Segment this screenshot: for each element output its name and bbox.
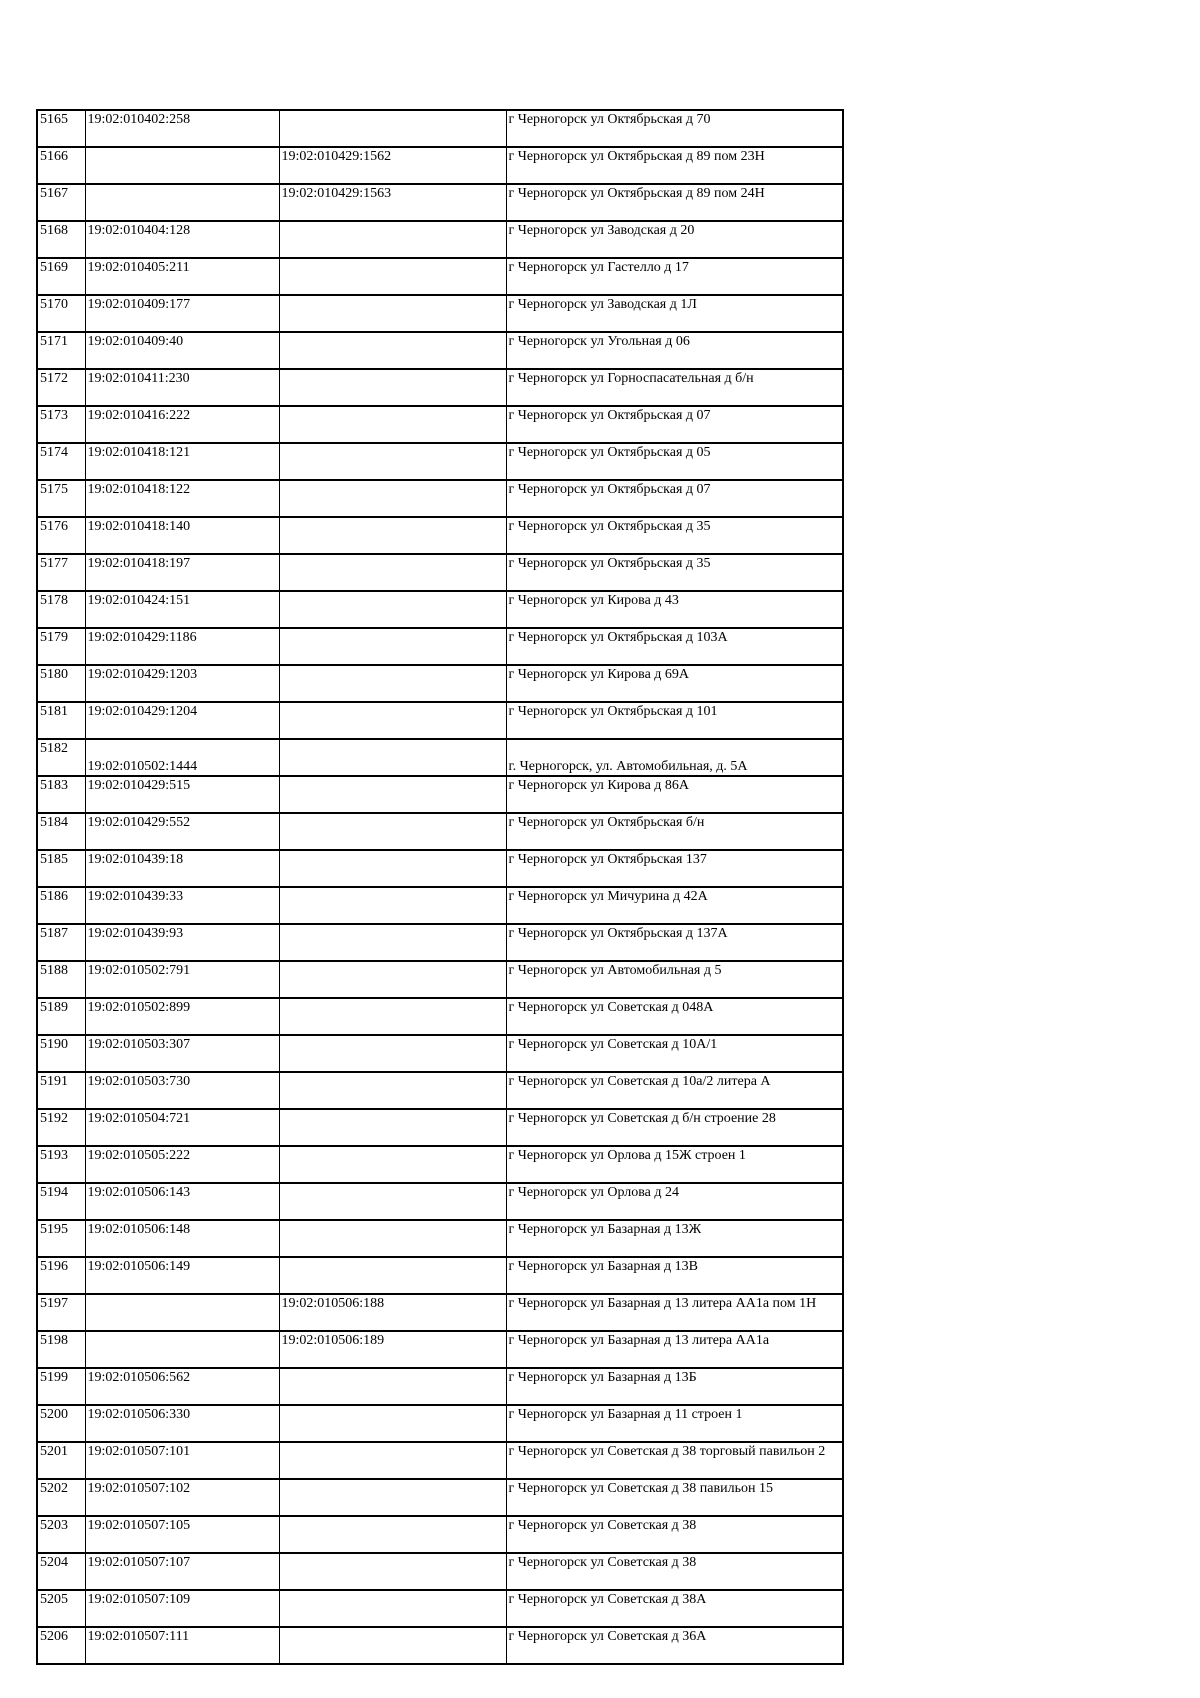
table-row <box>37 1220 843 1257</box>
row-number-cell: 5178 <box>37 591 85 628</box>
row-number-cell: 5179 <box>37 628 85 665</box>
row-number-cell: 5189 <box>37 998 85 1035</box>
address-cell: г Черногорск ул Советская д б/н строение 28 <box>506 1109 843 1146</box>
table-row <box>37 406 843 443</box>
address-cell: г Черногорск ул Базарная д 11 строен 1 <box>506 1405 843 1442</box>
table-row <box>37 813 843 850</box>
table-row <box>37 628 843 665</box>
row-number-cell: 5185 <box>37 850 85 887</box>
row-number-cell: 5186 <box>37 887 85 924</box>
row-number-cell: 5195 <box>37 1220 85 1257</box>
room-cadastral-number-cell <box>279 776 506 813</box>
room-cadastral-number-cell <box>279 1590 506 1627</box>
address-cell: г Черногорск ул Октябрьская д 07 <box>506 480 843 517</box>
row-number-cell: 5203 <box>37 1516 85 1553</box>
registry-table <box>36 109 844 1665</box>
cadastral-number-cell: 19:02:010506:143 <box>85 1183 279 1220</box>
table-row <box>37 776 843 813</box>
cadastral-number-cell: 19:02:010409:40 <box>85 332 279 369</box>
address-cell: г Черногорск ул Октябрьская д 05 <box>506 443 843 480</box>
room-cadastral-number-cell <box>279 258 506 295</box>
cadastral-number-cell: 19:02:010503:730 <box>85 1072 279 1109</box>
table-row <box>37 739 843 776</box>
address-cell: г Черногорск ул Октябрьская д 07 <box>506 406 843 443</box>
cadastral-number-cell: 19:02:010416:222 <box>85 406 279 443</box>
room-cadastral-number-cell <box>279 1442 506 1479</box>
row-number-cell: 5205 <box>37 1590 85 1627</box>
table-row <box>37 1442 843 1479</box>
address-cell: г Черногорск ул Советская д 048А <box>506 998 843 1035</box>
cadastral-number-cell: 19:02:010502:791 <box>85 961 279 998</box>
row-number-cell: 5204 <box>37 1553 85 1590</box>
table-row <box>37 184 843 221</box>
table-row <box>37 221 843 258</box>
room-cadastral-number-cell <box>279 332 506 369</box>
cadastral-number-cell: 19:02:010506:330 <box>85 1405 279 1442</box>
row-number-cell: 5187 <box>37 924 85 961</box>
row-number-cell: 5200 <box>37 1405 85 1442</box>
cadastral-number-cell: 19:02:010507:111 <box>85 1627 279 1664</box>
cadastral-number-cell: 19:02:010404:128 <box>85 221 279 258</box>
row-number-cell: 5194 <box>37 1183 85 1220</box>
table-row <box>37 1294 843 1331</box>
room-cadastral-number-cell <box>279 628 506 665</box>
cadastral-number-cell: 19:02:010507:101 <box>85 1442 279 1479</box>
cadastral-number-cell: 19:02:010503:307 <box>85 1035 279 1072</box>
table-row <box>37 554 843 591</box>
cadastral-number-cell: 19:02:010429:552 <box>85 813 279 850</box>
table-row <box>37 295 843 332</box>
table-row <box>37 480 843 517</box>
cadastral-number-cell: 19:02:010429:1204 <box>85 702 279 739</box>
address-cell: г Черногорск ул Октябрьская д 103А <box>506 628 843 665</box>
table-row <box>37 517 843 554</box>
room-cadastral-number-cell <box>279 1516 506 1553</box>
row-number-cell: 5198 <box>37 1331 85 1368</box>
cadastral-number-cell: 19:02:010502:1444 <box>85 739 279 776</box>
row-number-cell: 5182 <box>37 739 85 776</box>
address-cell: г Черногорск ул Кирова д 86А <box>506 776 843 813</box>
row-number-cell: 5170 <box>37 295 85 332</box>
row-number-cell: 5206 <box>37 1627 85 1664</box>
table-row <box>37 702 843 739</box>
row-number-cell: 5190 <box>37 1035 85 1072</box>
table-row <box>37 961 843 998</box>
address-cell: г. Черногорск, ул. Автомобильная, д. 5А <box>506 739 843 776</box>
cadastral-number-cell <box>85 1331 279 1368</box>
room-cadastral-number-cell <box>279 369 506 406</box>
room-cadastral-number-cell <box>279 517 506 554</box>
row-number-cell: 5165 <box>37 110 85 147</box>
room-cadastral-number-cell <box>279 1257 506 1294</box>
address-cell: г Черногорск ул Октябрьская д 70 <box>506 110 843 147</box>
room-cadastral-number-cell <box>279 1146 506 1183</box>
table-row <box>37 1479 843 1516</box>
row-number-cell: 5193 <box>37 1146 85 1183</box>
address-cell: г Черногорск ул Советская д 38А <box>506 1590 843 1627</box>
row-number-cell: 5169 <box>37 258 85 295</box>
table-row <box>37 1257 843 1294</box>
address-cell: г Черногорск ул Октябрьская д 101 <box>506 702 843 739</box>
row-number-cell: 5202 <box>37 1479 85 1516</box>
room-cadastral-number-cell <box>279 1220 506 1257</box>
row-number-cell: 5166 <box>37 147 85 184</box>
room-cadastral-number-cell <box>279 998 506 1035</box>
table-row <box>37 887 843 924</box>
address-cell: г Черногорск ул Горноспасательная д б/н <box>506 369 843 406</box>
cadastral-number-cell: 19:02:010439:18 <box>85 850 279 887</box>
room-cadastral-number-cell <box>279 110 506 147</box>
table-row <box>37 1516 843 1553</box>
room-cadastral-number-cell <box>279 739 506 776</box>
room-cadastral-number-cell: 19:02:010429:1563 <box>279 184 506 221</box>
address-cell: г Черногорск ул Гастелло д 17 <box>506 258 843 295</box>
row-number-cell: 5181 <box>37 702 85 739</box>
address-cell: г Черногорск ул Базарная д 13Б <box>506 1368 843 1405</box>
address-cell: г Черногорск ул Угольная д 06 <box>506 332 843 369</box>
row-number-cell: 5174 <box>37 443 85 480</box>
row-number-cell: 5176 <box>37 517 85 554</box>
table-row <box>37 1590 843 1627</box>
table-row <box>37 998 843 1035</box>
address-cell: г Черногорск ул Базарная д 13Ж <box>506 1220 843 1257</box>
row-number-cell: 5197 <box>37 1294 85 1331</box>
table-row <box>37 665 843 702</box>
cadastral-number-cell: 19:02:010439:33 <box>85 887 279 924</box>
room-cadastral-number-cell <box>279 813 506 850</box>
row-number-cell: 5183 <box>37 776 85 813</box>
registry-table-body <box>37 110 843 1664</box>
cadastral-number-cell: 19:02:010504:721 <box>85 1109 279 1146</box>
row-number-cell: 5188 <box>37 961 85 998</box>
table-row <box>37 369 843 406</box>
address-cell: г Черногорск ул Октябрьская 137 <box>506 850 843 887</box>
cadastral-number-cell: 19:02:010507:109 <box>85 1590 279 1627</box>
table-row <box>37 1331 843 1368</box>
cadastral-number-cell: 19:02:010505:222 <box>85 1146 279 1183</box>
table-row <box>37 1183 843 1220</box>
cadastral-number-cell: 19:02:010418:121 <box>85 443 279 480</box>
cadastral-number-cell: 19:02:010502:899 <box>85 998 279 1035</box>
address-cell: г Черногорск ул Заводская д 1Л <box>506 295 843 332</box>
room-cadastral-number-cell <box>279 924 506 961</box>
row-number-cell: 5172 <box>37 369 85 406</box>
room-cadastral-number-cell <box>279 1183 506 1220</box>
table-row <box>37 332 843 369</box>
room-cadastral-number-cell <box>279 961 506 998</box>
room-cadastral-number-cell <box>279 1072 506 1109</box>
table-row <box>37 1627 843 1664</box>
room-cadastral-number-cell <box>279 443 506 480</box>
address-cell: г Черногорск ул Октябрьская д 89 пом 23Н <box>506 147 843 184</box>
address-cell: г Черногорск ул Октябрьская д 35 <box>506 554 843 591</box>
room-cadastral-number-cell <box>279 702 506 739</box>
room-cadastral-number-cell <box>279 1368 506 1405</box>
address-cell: г Черногорск ул Орлова д 24 <box>506 1183 843 1220</box>
room-cadastral-number-cell: 19:02:010429:1562 <box>279 147 506 184</box>
room-cadastral-number-cell <box>279 295 506 332</box>
room-cadastral-number-cell <box>279 887 506 924</box>
room-cadastral-number-cell <box>279 1479 506 1516</box>
cadastral-number-cell <box>85 1294 279 1331</box>
address-cell: г Черногорск ул Октябрьская б/н <box>506 813 843 850</box>
address-cell: г Черногорск ул Советская д 38 <box>506 1516 843 1553</box>
row-number-cell: 5167 <box>37 184 85 221</box>
cadastral-number-cell: 19:02:010507:107 <box>85 1553 279 1590</box>
address-cell: г Черногорск ул Октябрьская д 35 <box>506 517 843 554</box>
room-cadastral-number-cell <box>279 665 506 702</box>
table-row <box>37 258 843 295</box>
cadastral-number-cell: 19:02:010405:211 <box>85 258 279 295</box>
row-number-cell: 5180 <box>37 665 85 702</box>
cadastral-number-cell: 19:02:010418:197 <box>85 554 279 591</box>
address-cell: г Черногорск ул Советская д 10А/1 <box>506 1035 843 1072</box>
cadastral-number-cell <box>85 184 279 221</box>
address-cell: г Черногорск ул Советская д 36А <box>506 1627 843 1664</box>
table-row <box>37 924 843 961</box>
room-cadastral-number-cell <box>279 554 506 591</box>
address-cell: г Черногорск ул Советская д 10а/2 литера А <box>506 1072 843 1109</box>
address-cell: г Черногорск ул Мичурина д 42А <box>506 887 843 924</box>
room-cadastral-number-cell <box>279 850 506 887</box>
row-number-cell: 5177 <box>37 554 85 591</box>
room-cadastral-number-cell <box>279 591 506 628</box>
address-cell: г Черногорск ул Октябрьская д 89 пом 24Н <box>506 184 843 221</box>
address-cell: г Черногорск ул Кирова д 69А <box>506 665 843 702</box>
cadastral-number-cell: 19:02:010402:258 <box>85 110 279 147</box>
room-cadastral-number-cell <box>279 1109 506 1146</box>
room-cadastral-number-cell <box>279 480 506 517</box>
cadastral-number-cell: 19:02:010411:230 <box>85 369 279 406</box>
cadastral-number-cell: 19:02:010506:149 <box>85 1257 279 1294</box>
address-cell: г Черногорск ул Советская д 38 павильон 15 <box>506 1479 843 1516</box>
room-cadastral-number-cell <box>279 406 506 443</box>
room-cadastral-number-cell <box>279 1035 506 1072</box>
table-row <box>37 1072 843 1109</box>
room-cadastral-number-cell <box>279 221 506 258</box>
cadastral-number-cell: 19:02:010429:1186 <box>85 628 279 665</box>
table-row <box>37 147 843 184</box>
table-row <box>37 1146 843 1183</box>
room-cadastral-number-cell <box>279 1627 506 1664</box>
cadastral-number-cell: 19:02:010418:122 <box>85 480 279 517</box>
cadastral-number-cell: 19:02:010506:148 <box>85 1220 279 1257</box>
cadastral-number-cell: 19:02:010429:1203 <box>85 665 279 702</box>
cadastral-number-cell: 19:02:010409:177 <box>85 295 279 332</box>
cadastral-number-cell: 19:02:010439:93 <box>85 924 279 961</box>
table-row <box>37 1553 843 1590</box>
table-row <box>37 110 843 147</box>
cadastral-number-cell: 19:02:010418:140 <box>85 517 279 554</box>
row-number-cell: 5184 <box>37 813 85 850</box>
table-row <box>37 1035 843 1072</box>
room-cadastral-number-cell <box>279 1553 506 1590</box>
table-row <box>37 1109 843 1146</box>
table-row <box>37 1368 843 1405</box>
address-cell: г Черногорск ул Кирова д 43 <box>506 591 843 628</box>
room-cadastral-number-cell: 19:02:010506:188 <box>279 1294 506 1331</box>
address-cell: г Черногорск ул Советская д 38 <box>506 1553 843 1590</box>
address-cell: г Черногорск ул Автомобильная д 5 <box>506 961 843 998</box>
row-number-cell: 5168 <box>37 221 85 258</box>
address-cell: г Черногорск ул Базарная д 13 литера АА1а пом 1Н <box>506 1294 843 1331</box>
address-cell: г Черногорск ул Советская д 38 торговый павильон 2 <box>506 1442 843 1479</box>
cadastral-number-cell: 19:02:010506:562 <box>85 1368 279 1405</box>
cadastral-number-cell: 19:02:010424:151 <box>85 591 279 628</box>
cadastral-number-cell: 19:02:010429:515 <box>85 776 279 813</box>
row-number-cell: 5192 <box>37 1109 85 1146</box>
cadastral-number-cell: 19:02:010507:105 <box>85 1516 279 1553</box>
table-row <box>37 1405 843 1442</box>
row-number-cell: 5201 <box>37 1442 85 1479</box>
address-cell: г Черногорск ул Орлова д 15Ж строен 1 <box>506 1146 843 1183</box>
table-row <box>37 443 843 480</box>
address-cell: г Черногорск ул Базарная д 13 литера АА1а <box>506 1331 843 1368</box>
table-row <box>37 850 843 887</box>
row-number-cell: 5196 <box>37 1257 85 1294</box>
cadastral-number-cell: 19:02:010507:102 <box>85 1479 279 1516</box>
address-cell: г Черногорск ул Заводская д 20 <box>506 221 843 258</box>
address-cell: г Черногорск ул Октябрьская д 137А <box>506 924 843 961</box>
row-number-cell: 5173 <box>37 406 85 443</box>
row-number-cell: 5199 <box>37 1368 85 1405</box>
room-cadastral-number-cell: 19:02:010506:189 <box>279 1331 506 1368</box>
room-cadastral-number-cell <box>279 1405 506 1442</box>
row-number-cell: 5191 <box>37 1072 85 1109</box>
address-cell: г Черногорск ул Базарная д 13В <box>506 1257 843 1294</box>
row-number-cell: 5175 <box>37 480 85 517</box>
row-number-cell: 5171 <box>37 332 85 369</box>
table-row <box>37 591 843 628</box>
cadastral-number-cell <box>85 147 279 184</box>
